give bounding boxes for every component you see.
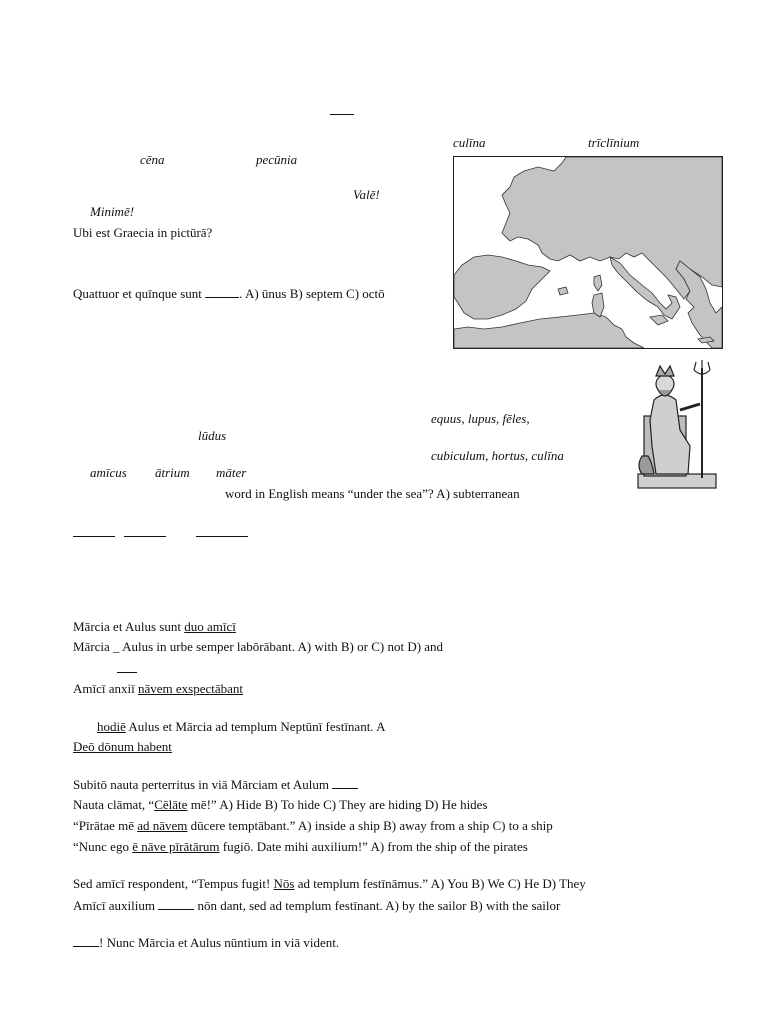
top-blank bbox=[330, 102, 354, 119]
vocab-vale: Valē! bbox=[353, 187, 380, 202]
story-text: mē!” A) Hide B) To hide C) They are hiding D) He hides bbox=[187, 797, 488, 812]
answer-blank-1[interactable] bbox=[73, 524, 115, 537]
vocab-cena: cēna bbox=[140, 152, 165, 167]
story-text: “Nunc ego bbox=[73, 839, 133, 854]
story-line-3 bbox=[73, 681, 243, 697]
answer-blanks bbox=[73, 524, 248, 541]
answer-blank-4[interactable] bbox=[117, 660, 137, 673]
story-line-2: Mārcia _ Aulus in urbe semper labōrābant. A) with B) or C) not D) and bbox=[73, 639, 444, 654]
answer-blank-6[interactable] bbox=[158, 897, 194, 910]
vocab-rooms: cubiculum, hortus, culīna bbox=[431, 448, 564, 463]
story-underlined: duo amīcī bbox=[184, 619, 236, 634]
math-options: . A) ūnus B) septem C) octō bbox=[239, 286, 385, 301]
vocab-atrium: ātrium bbox=[155, 465, 190, 480]
story-text: Nauta clāmat, “ bbox=[73, 797, 155, 812]
story-line-6 bbox=[73, 776, 358, 793]
story-line-4 bbox=[97, 719, 385, 735]
story-line-9 bbox=[73, 839, 528, 855]
vocab-mater: māter bbox=[216, 465, 247, 480]
story-text: “Pīrātae mē bbox=[73, 818, 138, 833]
story-underlined: ad nāvem bbox=[137, 818, 188, 833]
story-text: Amīcī anxiī bbox=[73, 681, 138, 696]
story-underlined: Cēlāte bbox=[154, 797, 188, 812]
question-math bbox=[73, 285, 385, 302]
answer-blank-7[interactable] bbox=[73, 934, 99, 947]
math-question-text: Quattuor et quīnque sunt bbox=[73, 286, 202, 301]
question-english: word in English means “under the sea”? A) subterranean bbox=[225, 486, 520, 501]
math-answer-blank[interactable] bbox=[205, 285, 239, 298]
question-graecia: Ubi est Graecia in pictūrā? bbox=[73, 225, 213, 240]
map-drawing bbox=[454, 157, 722, 348]
story-line-5: Deō dōnum habent bbox=[73, 739, 172, 754]
mediterranean-map bbox=[453, 156, 723, 349]
vocab-culina: culīna bbox=[453, 135, 486, 150]
story-text: nōn dant, sed ad templum festīnant. A) by the sailor B) with the sailor bbox=[194, 898, 561, 913]
vocab-pecunia: pecūnia bbox=[256, 152, 298, 167]
vocab-minime: Minimē! bbox=[90, 204, 135, 219]
story-text: Mārcia et Aulus sunt bbox=[73, 619, 185, 634]
story-underlined: Nōs bbox=[273, 876, 295, 891]
story-underlined: hodiē bbox=[97, 719, 126, 734]
story-underlined: ē nāve pīrātārum bbox=[132, 839, 220, 854]
story-line-8 bbox=[73, 818, 553, 834]
story-line-11 bbox=[73, 897, 560, 914]
answer-blank-5[interactable] bbox=[332, 776, 358, 789]
vocab-ludus: lūdus bbox=[198, 428, 227, 443]
story-blank-small bbox=[117, 660, 137, 677]
story-text: ad templum festīnāmus.” A) You B) We C) He D) They bbox=[294, 876, 586, 891]
story-text: Subitō nauta perterritus in viā Mārciam et Aulum bbox=[73, 777, 333, 792]
statue-drawing bbox=[630, 360, 720, 492]
vocab-triclinium: trīclīnium bbox=[588, 135, 640, 150]
story-text: dūcere temptābant.” A) inside a ship B) away from a ship C) to a ship bbox=[187, 818, 553, 833]
story-text: Aulus et Mārcia ad templum Neptūnī festīnant. A bbox=[125, 719, 386, 734]
story-line-7 bbox=[73, 797, 488, 813]
story-text: fugiō. Date mihi auxilium!” A) from the ship of the pirates bbox=[219, 839, 528, 854]
story-text: Sed amīcī respondent, “Tempus fugit! bbox=[73, 876, 274, 891]
story-line-12 bbox=[73, 934, 339, 951]
story-line-1 bbox=[73, 619, 236, 635]
vocab-amicus: amīcus bbox=[90, 465, 127, 480]
neptune-statue bbox=[630, 360, 720, 492]
answer-blank-2[interactable] bbox=[124, 524, 166, 537]
answer-blank-3[interactable] bbox=[196, 524, 248, 537]
story-underlined: nāvem exspectābant bbox=[138, 681, 244, 696]
story-text: Amīcī auxilium bbox=[73, 898, 159, 913]
story-line-10 bbox=[73, 876, 586, 892]
vocab-animals: equus, lupus, fēles, bbox=[431, 411, 530, 426]
story-text: ! Nunc Mārcia et Aulus nūntium in viā vident. bbox=[99, 935, 340, 950]
